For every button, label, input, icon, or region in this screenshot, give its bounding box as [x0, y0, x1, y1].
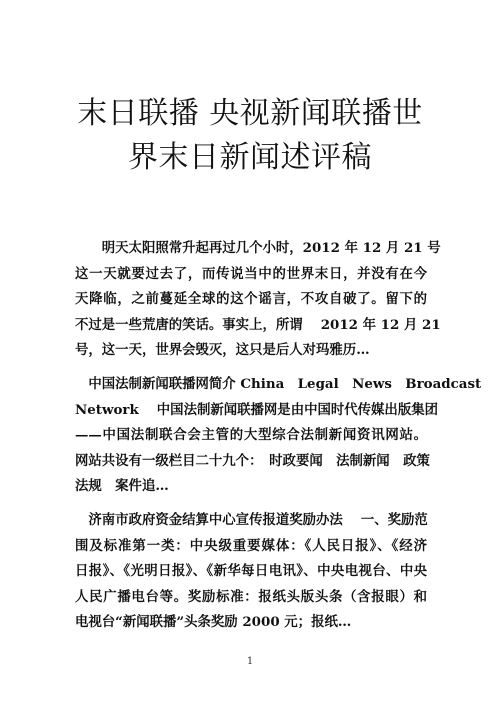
paragraph-line: 人民广播电台等。奖励标准：报纸头版头条（含报眼）和: [75, 588, 427, 605]
paragraph-line: ——中国法制联合会主管的大型综合法制新闻资讯网站。: [75, 427, 427, 444]
paragraph-line: Network 中国法制新闻联播网是由中国时代传媒出版集团: [75, 401, 438, 418]
title-line-2: 界末日新闻述评稿: [128, 140, 372, 175]
paragraph-line: 不过是一些荒唐的笑话。事实上，所谓 2012 年 12 月 21: [75, 316, 441, 333]
paragraph-jinan-reward-policy: [75, 508, 427, 636]
paragraph-legal-news-network: [75, 372, 482, 500]
paragraph-line: 号，这一天，世界会毁灭，这只是后人对玛雅历…: [75, 342, 370, 359]
paragraph-line: 济南市政府资金结算中心宣传报道奖励办法 一、奖励范: [75, 511, 428, 528]
paragraph-line: 明天太阳照常升起再过几个小时，2012 年 12 月 21 号: [75, 240, 441, 256]
title-line-1: 末日联播 央视新闻联播世: [77, 96, 423, 131]
paragraph-doomsday: [75, 236, 441, 364]
paragraph-line: 天降临，之前蔓延全球的这个谣言，不攻自破了。留下的: [75, 291, 427, 308]
paragraph-line: 这一天就要过去了，而传说当中的世界末日，并没有在今: [75, 265, 427, 282]
paragraph-line: 中国法制新闻联播网简介 China Legal News Broadcast: [75, 375, 482, 392]
paragraph-line: 电视台“新闻联播”头条奖励 2000 元；报纸…: [75, 614, 352, 631]
page-number: 1: [246, 656, 254, 667]
paragraph-line: 围及标准第一类：中央级重要媒体：《人民日报》、《经济: [75, 537, 427, 554]
document-title: [50, 92, 450, 180]
paragraph-line: 网站共设有一级栏目二十九个： 时政要闻 法制新闻 政策: [75, 452, 430, 469]
document-body: [75, 236, 482, 644]
paragraph-line: 日报》、《光明日报》、《新华每日电讯》、中央电视台、中央: [75, 563, 427, 580]
paragraph-line: 法规 案件追…: [75, 478, 169, 495]
